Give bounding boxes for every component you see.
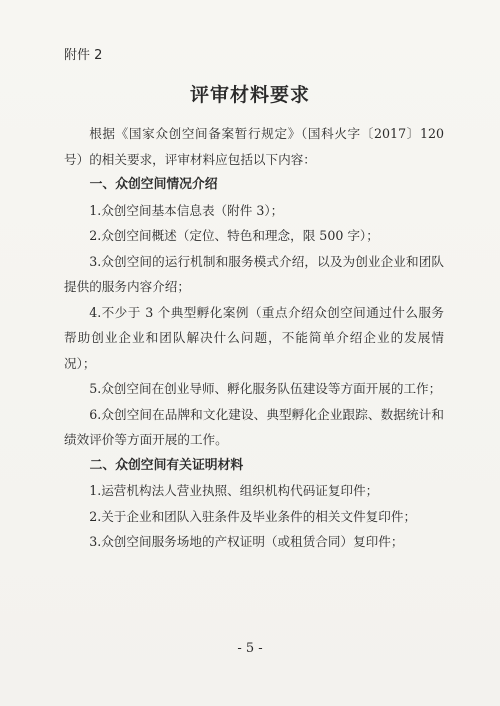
list-item: 1.运营机构法人营业执照、组织机构代码证复印件；	[89, 483, 379, 498]
list-item: 6.众创空间在品牌和文化建设、典型孵化企业跟踪、数据统计和绩效评价等方面开展的工作。	[64, 406, 444, 447]
list-item: 3.众创空间的运行机制和服务模式介绍，以及为创业企业和团队提供的服务内容介绍；	[64, 253, 444, 294]
document-title: 评审材料要求	[189, 84, 310, 106]
section-heading: 一、众创空间情况介绍	[89, 177, 218, 192]
intro-paragraph: 根据《国家众创空间备案暂行规定》（国科火字〔2017〕120 号）的相关要求，评审材料应包括以下内容：	[64, 126, 444, 167]
list-item: 2.关于企业和团队入驻条件及毕业条件的相关文件复印件；	[89, 508, 417, 524]
list-item: 5.众创空间在创业导师、孵化服务队伍建设等方面开展的工作；	[89, 381, 442, 396]
document-body	[64, 121, 444, 555]
list-item: 4.不少于 3 个典型孵化案例（重点介绍众创空间通过什么服务帮助创业企业和团队解决什么问题，不能简单介绍企业的发展情况）；	[64, 304, 444, 371]
page-number: - 5 -	[237, 641, 263, 656]
list-item: 2.众创空间概述（定位、特色和理念，限 500 字）；	[89, 228, 379, 243]
section-heading: 二、众创空间有关证明材料	[89, 457, 244, 473]
list-item: 3.众创空间服务场地的产权证明（或租赁合同）复印件；	[89, 534, 404, 549]
attachment-label: 附件 2	[64, 48, 103, 63]
list-item: 1.众创空间基本信息表（附件 3）；	[89, 202, 284, 218]
